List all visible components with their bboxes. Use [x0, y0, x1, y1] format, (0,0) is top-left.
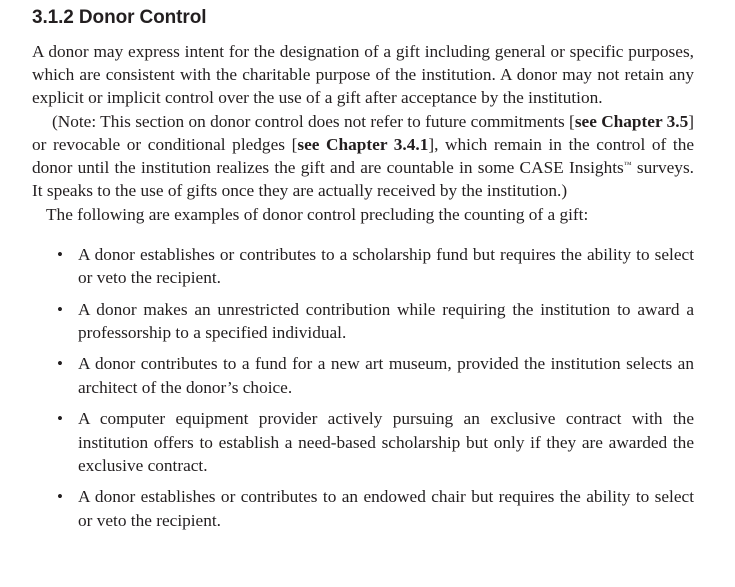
note-paragraph: [32, 110, 694, 203]
section-heading: 3.1.2 Donor Control: [32, 7, 207, 28]
list-item-text: A donor contributes to a fund for a new art museum, provided the institution selects an architect of the donor’s choice.: [78, 354, 694, 397]
bullet-icon: •: [57, 409, 63, 429]
reference-chapter-3-4-1: see Chapter 3.4.1: [297, 134, 429, 154]
paragraph-donor-intent: A donor may express intent for the designation of a gift including general or specific purposes, which are consistent with the charitable purpose of the institution. A donor may not retain any explicit or implicit control over the use of a gift after acceptance by the institution.: [32, 42, 694, 108]
list-item: [32, 485, 694, 531]
list-item-text: A donor makes an unrestricted contribution while requiring the institution to award a professorship to a specified individual.: [78, 299, 694, 342]
list-item-text: A donor establishes or contributes to a scholarship fund but requires the ability to select or veto the recipient.: [78, 244, 694, 287]
document-page: [32, 6, 694, 540]
bullet-icon: •: [57, 244, 63, 264]
list-item: [32, 298, 694, 344]
list-item: [32, 243, 694, 289]
note-text-3: ], which remain in the control of the donor until the institution realizes the gift and are countable in some CASE Insights: [32, 134, 695, 178]
bullet-icon: •: [57, 487, 63, 507]
list-item-text: A donor establishes or contributes to an endowed chair but requires the ability to select or veto the recipient.: [78, 487, 694, 530]
list-item: [32, 407, 694, 477]
note-text-2: ] or revocable or conditional pledges [: [32, 111, 695, 154]
reference-chapter-3-5: see Chapter 3.5: [574, 111, 689, 131]
note-text-4: surveys. It speaks to the use of gifts once they are actually received by the institution.): [32, 158, 694, 201]
bullet-icon: •: [57, 299, 63, 319]
servicemark-symbol: ™: [623, 160, 632, 170]
examples-intro: The following are examples of donor control precluding the counting of a gift:: [46, 205, 589, 225]
note-text-1: (Note: This section on donor control does not refer to future commitments [: [52, 111, 575, 131]
examples-list: [32, 243, 694, 532]
list-item-text: A computer equipment provider actively pursuing an exclusive contract with the institution offers to establish a need-based scholarship but only if they are awarded the exclusive contract.: [78, 409, 694, 475]
list-item: [32, 352, 694, 398]
bullet-icon: •: [57, 354, 63, 374]
